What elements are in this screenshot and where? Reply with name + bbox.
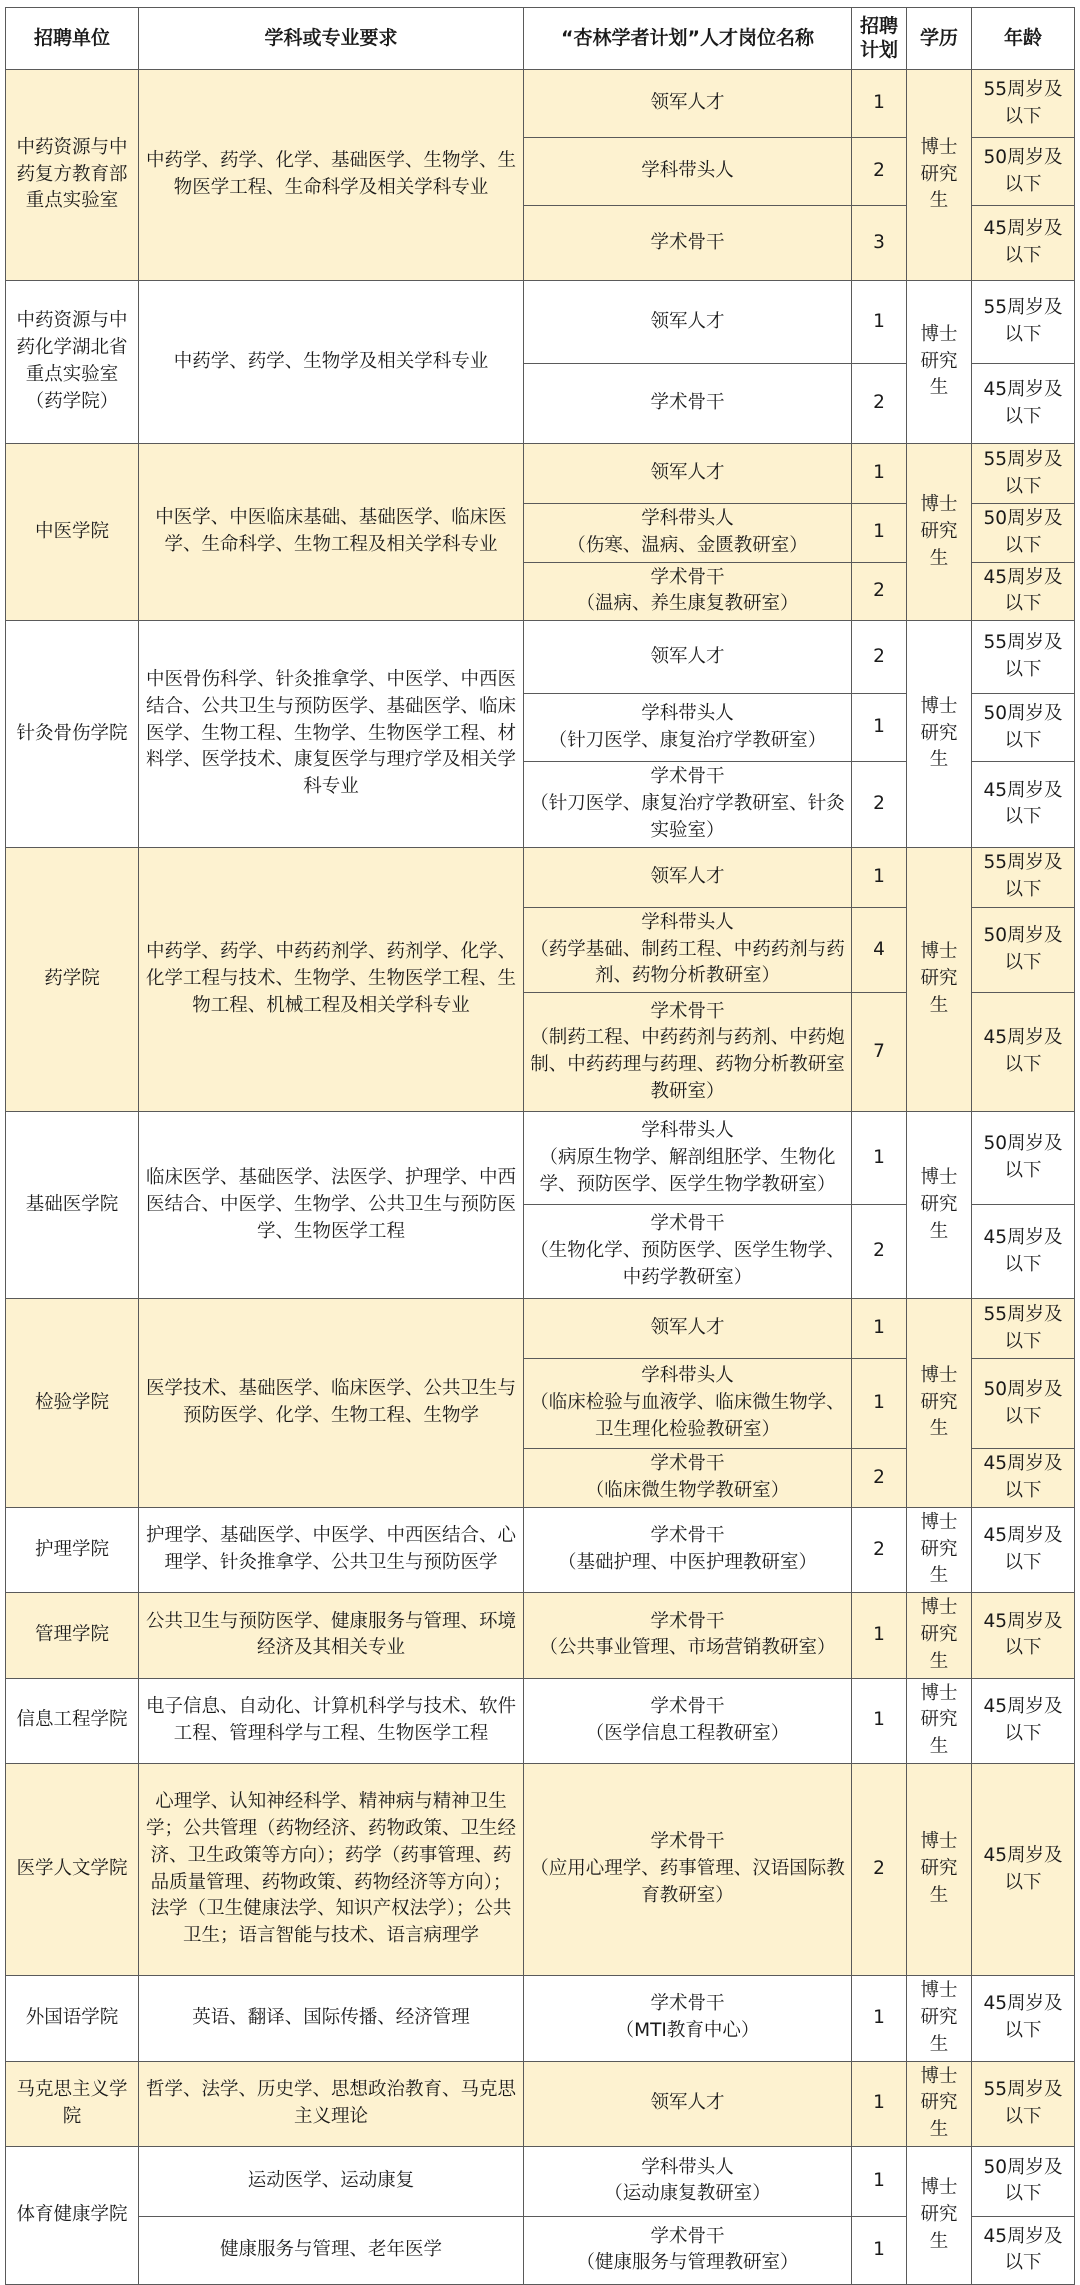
position-cell: 学科带头人 （运动康复教研室） [524, 2146, 852, 2216]
table-row [6, 1976, 1075, 2061]
table-row [6, 847, 1075, 907]
unit-cell: 护理学院 [6, 1507, 139, 1592]
plan-count-cell: 1 [852, 1112, 907, 1205]
plan-count-cell: 4 [852, 907, 907, 992]
table-row [6, 1764, 1075, 1976]
age-cell: 45周岁及以下 [972, 1449, 1075, 1508]
header-position: “杏林学者计划”人才岗位名称 [524, 8, 852, 70]
age-cell: 55周岁及以下 [972, 70, 1075, 138]
degree-cell: 博士研究生 [907, 1764, 972, 1976]
age-cell: 45周岁及以下 [972, 1764, 1075, 1976]
position-cell: 学术骨干 （公共事业管理、市场营销教研室） [524, 1593, 852, 1678]
degree-cell: 博士研究生 [907, 70, 972, 281]
plan-count-cell: 2 [852, 1205, 907, 1299]
plan-count-cell: 1 [852, 504, 907, 563]
degree-cell: 博士研究生 [907, 1299, 972, 1508]
position-cell: 学术骨干 （应用心理学、药事管理、汉语国际教育教研室） [524, 1764, 852, 1976]
degree-cell: 博士研究生 [907, 1678, 972, 1763]
position-cell: 学术骨干 （MTI教育中心） [524, 1976, 852, 2061]
plan-count-cell: 1 [852, 444, 907, 504]
plan-count-cell: 1 [852, 694, 907, 762]
position-cell: 学术骨干 （医学信息工程教研室） [524, 1678, 852, 1763]
unit-cell: 信息工程学院 [6, 1678, 139, 1763]
position-cell: 学术骨干 （制药工程、中药药剂与药剂、中药炮制、中药药理与药理、药物分析教研室教研室） [524, 993, 852, 1112]
degree-cell: 博士研究生 [907, 1112, 972, 1299]
table-row [6, 1299, 1075, 1359]
unit-cell: 中药资源与中药化学湖北省重点实验室（药学院） [6, 281, 139, 444]
unit-cell: 中药资源与中药复方教育部重点实验室 [6, 70, 139, 281]
age-cell: 55周岁及以下 [972, 281, 1075, 364]
table-body [6, 70, 1075, 2285]
subject-cell: 电子信息、自动化、计算机科学与技术、软件工程、管理科学与工程、生物医学工程 [139, 1678, 524, 1763]
subject-cell: 英语、翻译、国际传播、经济管理 [139, 1976, 524, 2061]
unit-cell: 检验学院 [6, 1299, 139, 1508]
plan-count-cell: 1 [852, 1678, 907, 1763]
position-cell: 领军人才 [524, 1299, 852, 1359]
degree-cell: 博士研究生 [907, 1507, 972, 1592]
plan-count-cell: 2 [852, 621, 907, 694]
age-cell: 55周岁及以下 [972, 621, 1075, 694]
age-cell: 45周岁及以下 [972, 1678, 1075, 1763]
age-cell: 45周岁及以下 [972, 2216, 1075, 2284]
plan-count-cell: 1 [852, 70, 907, 138]
position-cell: 学科带头人 （伤寒、温病、金匮教研室） [524, 504, 852, 563]
age-cell: 50周岁及以下 [972, 1112, 1075, 1205]
subject-cell: 健康服务与管理、老年医学 [139, 2216, 524, 2284]
position-cell: 学术骨干 （基础护理、中医护理教研室） [524, 1507, 852, 1592]
recruitment-table [5, 7, 1075, 2285]
plan-count-cell: 1 [852, 2216, 907, 2284]
subject-cell: 中药学、药学、化学、基础医学、生物学、生物医学工程、生命科学及相关学科专业 [139, 70, 524, 281]
table-row [6, 444, 1075, 504]
table-row [6, 281, 1075, 364]
subject-cell: 中医学、中医临床基础、基础医学、临床医学、生命科学、生物工程及相关学科专业 [139, 444, 524, 621]
age-cell: 45周岁及以下 [972, 1507, 1075, 1592]
unit-cell: 基础医学院 [6, 1112, 139, 1299]
position-cell: 学术骨干 （生物化学、预防医学、医学生物学、中药学教研室） [524, 1205, 852, 1299]
position-cell: 学科带头人 （针刀医学、康复治疗学教研室） [524, 694, 852, 762]
table-row [6, 1593, 1075, 1678]
position-cell: 学科带头人 （药学基础、制药工程、中药药剂与药剂、药物分析教研室） [524, 907, 852, 992]
unit-cell: 管理学院 [6, 1593, 139, 1678]
position-cell: 领军人才 [524, 847, 852, 907]
plan-count-cell: 1 [852, 1299, 907, 1359]
position-cell: 学术骨干 （健康服务与管理教研室） [524, 2216, 852, 2284]
table-row [6, 621, 1075, 694]
subject-cell: 临床医学、基础医学、法医学、护理学、中西医结合、中医学、生物学、公共卫生与预防医学、生物医学工程 [139, 1112, 524, 1299]
position-cell: 学科带头人 （病原生物学、解剖组胚学、生物化学、预防医学、医学生物学教研室） [524, 1112, 852, 1205]
unit-cell: 外国语学院 [6, 1976, 139, 2061]
degree-cell: 博士研究生 [907, 1976, 972, 2061]
plan-count-cell: 2 [852, 1507, 907, 1592]
subject-cell: 中医骨伤科学、针灸推拿学、中医学、中西医结合、公共卫生与预防医学、基础医学、临床医学、生物工程、生物学、生物医学工程、材料学、医学技术、康复医学与理疗学及相关学科专业 [139, 621, 524, 847]
plan-count-cell: 1 [852, 1359, 907, 1449]
header-age: 年龄 [972, 8, 1075, 70]
header-unit: 招聘单位 [6, 8, 139, 70]
position-cell: 学科带头人 （临床检验与血液学、临床微生物学、卫生理化检验教研室） [524, 1359, 852, 1449]
degree-cell: 博士研究生 [907, 2146, 972, 2284]
subject-cell: 公共卫生与预防医学、健康服务与管理、环境经济及其相关专业 [139, 1593, 524, 1678]
plan-count-cell: 1 [852, 281, 907, 364]
table-row [6, 1678, 1075, 1763]
plan-count-cell: 1 [852, 1593, 907, 1678]
plan-count-cell: 1 [852, 847, 907, 907]
age-cell: 45周岁及以下 [972, 1976, 1075, 2061]
unit-cell: 体育健康学院 [6, 2146, 139, 2284]
table-row [6, 2146, 1075, 2216]
age-cell: 50周岁及以下 [972, 1359, 1075, 1449]
position-cell: 领军人才 [524, 70, 852, 138]
age-cell: 50周岁及以下 [972, 504, 1075, 563]
subject-cell: 哲学、法学、历史学、思想政治教育、马克思主义理论 [139, 2061, 524, 2146]
age-cell: 45周岁及以下 [972, 762, 1075, 847]
age-cell: 50周岁及以下 [972, 907, 1075, 992]
unit-cell: 马克思主义学院 [6, 2061, 139, 2146]
unit-cell: 医学人文学院 [6, 1764, 139, 1976]
position-cell: 学术骨干 （温病、养生康复教研室） [524, 562, 852, 621]
age-cell: 45周岁及以下 [972, 993, 1075, 1112]
plan-count-cell: 2 [852, 1449, 907, 1508]
age-cell: 45周岁及以下 [972, 364, 1075, 444]
degree-cell: 博士研究生 [907, 281, 972, 444]
age-cell: 45周岁及以下 [972, 562, 1075, 621]
table-row [6, 1507, 1075, 1592]
position-cell: 领军人才 [524, 621, 852, 694]
age-cell: 45周岁及以下 [972, 1593, 1075, 1678]
degree-cell: 博士研究生 [907, 444, 972, 621]
plan-count-cell: 2 [852, 762, 907, 847]
subject-cell: 运动医学、运动康复 [139, 2146, 524, 2216]
plan-count-cell: 2 [852, 562, 907, 621]
table-row [6, 2061, 1075, 2146]
plan-count-cell: 2 [852, 1764, 907, 1976]
position-cell: 学科带头人 [524, 138, 852, 206]
position-cell: 领军人才 [524, 444, 852, 504]
age-cell: 50周岁及以下 [972, 138, 1075, 206]
subject-cell: 中药学、药学、生物学及相关学科专业 [139, 281, 524, 444]
plan-count-cell: 2 [852, 364, 907, 444]
plan-count-cell: 1 [852, 2146, 907, 2216]
degree-cell: 博士研究生 [907, 2061, 972, 2146]
subject-cell: 医学技术、基础医学、临床医学、公共卫生与预防医学、化学、生物工程、生物学 [139, 1299, 524, 1508]
age-cell: 55周岁及以下 [972, 2061, 1075, 2146]
degree-cell: 博士研究生 [907, 847, 972, 1111]
plan-count-cell: 2 [852, 138, 907, 206]
position-cell: 领军人才 [524, 281, 852, 364]
plan-count-cell: 1 [852, 1976, 907, 2061]
position-cell: 学术骨干 [524, 206, 852, 281]
subject-cell: 中药学、药学、中药药剂学、药剂学、化学、化学工程与技术、生物学、生物医学工程、生物工程、机械工程及相关学科专业 [139, 847, 524, 1111]
age-cell: 55周岁及以下 [972, 847, 1075, 907]
degree-cell: 博士研究生 [907, 1593, 972, 1678]
header-subject: 学科或专业要求 [139, 8, 524, 70]
table-row [6, 1112, 1075, 1205]
plan-count-cell: 7 [852, 993, 907, 1112]
age-cell: 45周岁及以下 [972, 206, 1075, 281]
age-cell: 50周岁及以下 [972, 694, 1075, 762]
plan-count-cell: 1 [852, 2061, 907, 2146]
position-cell: 学术骨干 （临床微生物学教研室） [524, 1449, 852, 1508]
subject-cell: 护理学、基础医学、中医学、中西医结合、心理学、针灸推拿学、公共卫生与预防医学 [139, 1507, 524, 1592]
position-cell: 学术骨干 （针刀医学、康复治疗学教研室、针灸实验室） [524, 762, 852, 847]
degree-cell: 博士研究生 [907, 621, 972, 847]
age-cell: 55周岁及以下 [972, 1299, 1075, 1359]
header-degree: 学历 [907, 8, 972, 70]
unit-cell: 药学院 [6, 847, 139, 1111]
header-plan: 招聘计划 [852, 8, 907, 70]
age-cell: 45周岁及以下 [972, 1205, 1075, 1299]
position-cell: 学术骨干 [524, 364, 852, 444]
table-row [6, 70, 1075, 138]
unit-cell: 针灸骨伤学院 [6, 621, 139, 847]
age-cell: 55周岁及以下 [972, 444, 1075, 504]
subject-cell: 心理学、认知神经科学、精神病与精神卫生学；公共管理（药物经济、药物政策、卫生经济、卫生政策等方向）；药学（药事管理、药品质量管理、药物政策、药物经济等方向）；法学（卫生健康法学、知识产权法学）；公共卫生；语言智能与技术、语言病理学 [139, 1764, 524, 1976]
position-cell: 领军人才 [524, 2061, 852, 2146]
unit-cell: 中医学院 [6, 444, 139, 621]
plan-count-cell: 3 [852, 206, 907, 281]
age-cell: 50周岁及以下 [972, 2146, 1075, 2216]
